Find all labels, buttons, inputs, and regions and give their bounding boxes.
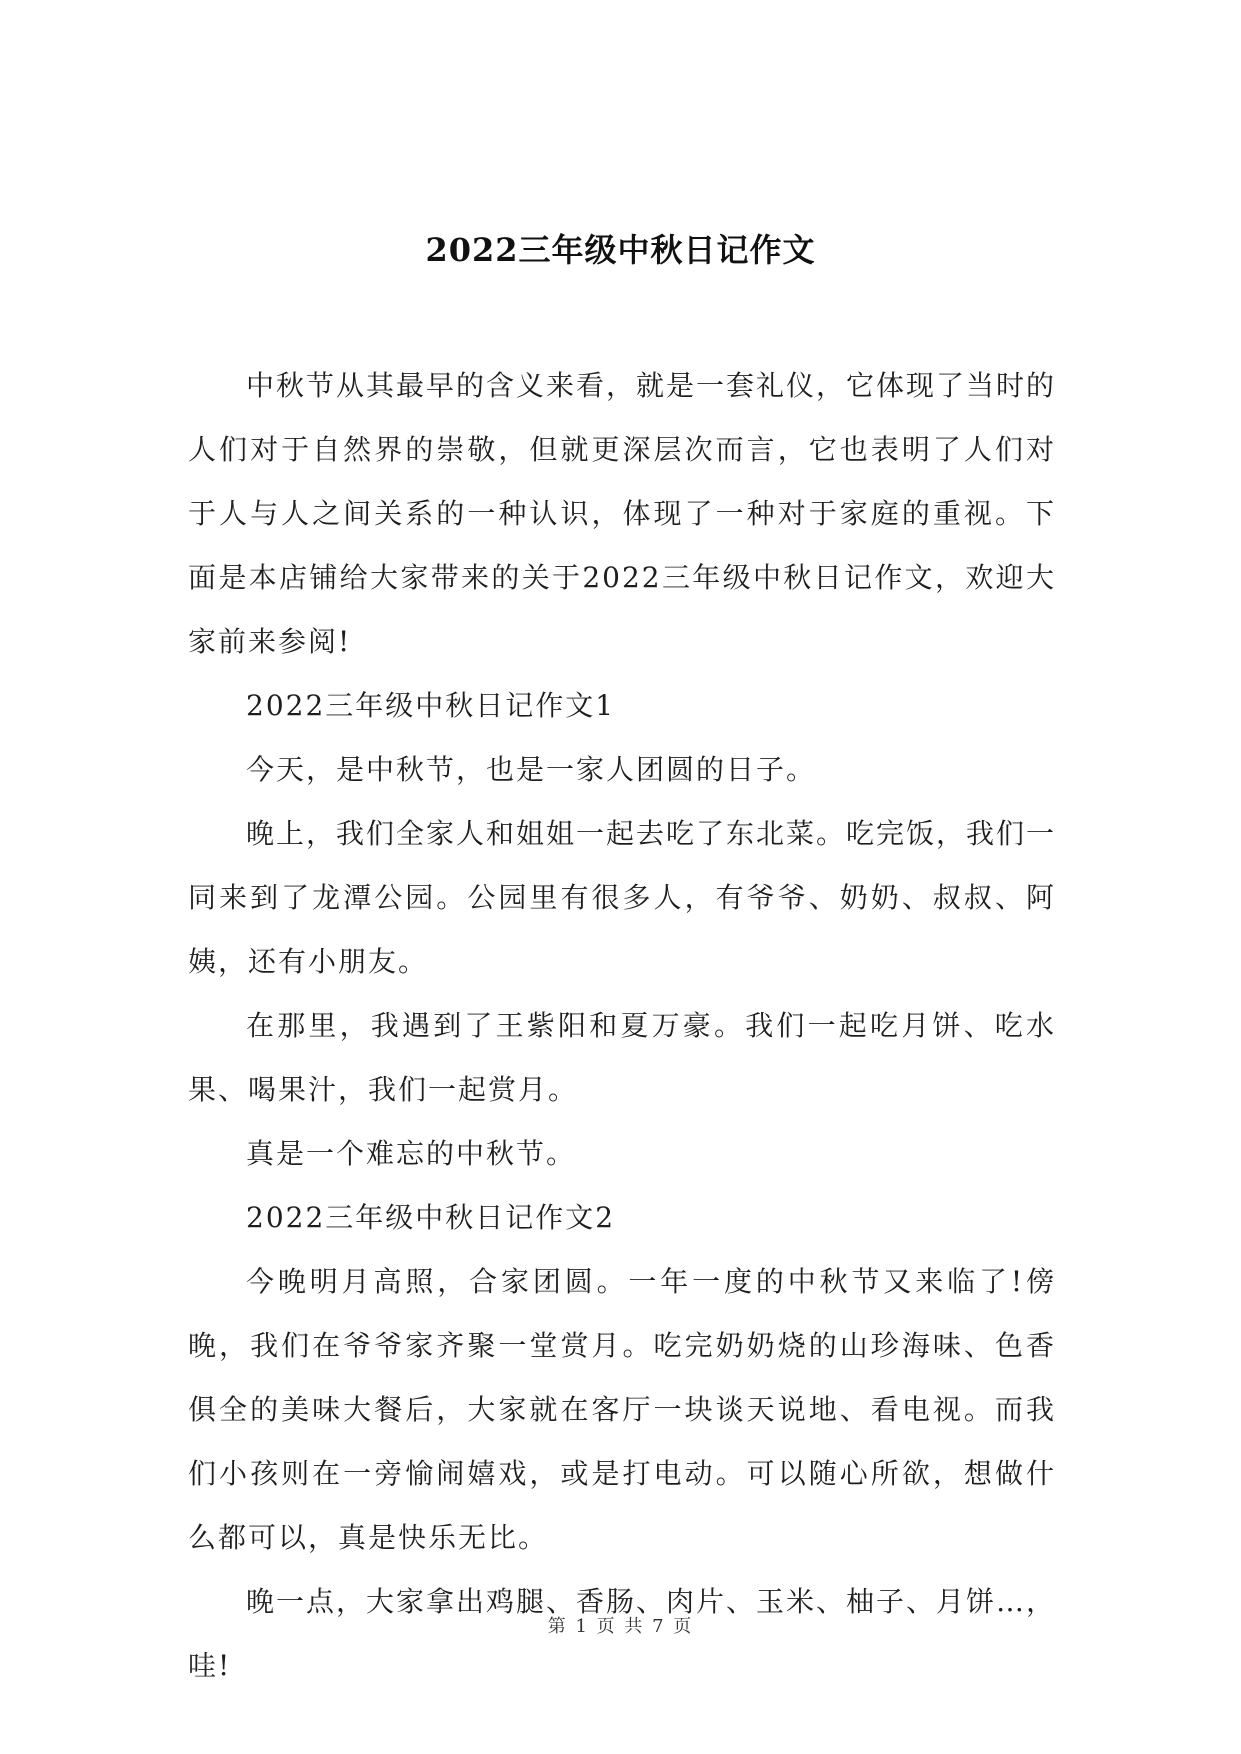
paragraph: 晚上，我们全家人和姐姐一起去吃了东北菜。吃完饭，我们一同来到了龙潭公园。公园里有很多人，有爷爷、奶奶、叔叔、阿姨，还有小朋友。 — [188, 817, 1057, 978]
page-footer: 第 1 页 共 7 页 — [547, 1616, 694, 1637]
paragraph: 在那里，我遇到了王紫阳和夏万豪。我们一起吃月饼、吃水果、喝果汁，我们一起赏月。 — [188, 1009, 1056, 1106]
paragraph: 晚一点，大家拿出鸡腿、香肠、肉片、玉米、柚子、月饼…，哇! — [188, 1585, 1057, 1682]
document-body — [188, 354, 1056, 1698]
section-heading-1: 2022三年级中秋日记作文1 — [246, 689, 616, 722]
paragraph: 真是一个难忘的中秋节。 — [246, 1137, 577, 1170]
paragraph: 今天，是中秋节，也是一家人团圆的日子。 — [246, 753, 817, 786]
paragraph: 今晚明月高照，合家团圆。一年一度的中秋节又来临了!傍晚，我们在爷爷家齐聚一堂赏月。吃完奶奶烧的山珍海味、色香俱全的美味大餐后，大家就在客厅一块谈天说地、看电视。而我们小孩则在一旁愉闹嬉戏，或是打电动。可以随心所欲，想做什么都可以，真是快乐无比。 — [188, 1265, 1056, 1554]
intro-paragraph: 中秋节从其最早的含义来看，就是一套礼仪，它体现了当时的人们对于自然界的崇敬，但就更深层次而言，它也表明了人们对于人与人之间关系的一种认识，体现了一种对于家庭的重视。下面是本店铺给大家带来的关于2022三年级中秋日记作文，欢迎大家前来参阅! — [188, 369, 1057, 658]
section-heading-2: 2022三年级中秋日记作文2 — [246, 1201, 616, 1234]
document-title: 2022三年级中秋日记作文 — [425, 231, 816, 269]
